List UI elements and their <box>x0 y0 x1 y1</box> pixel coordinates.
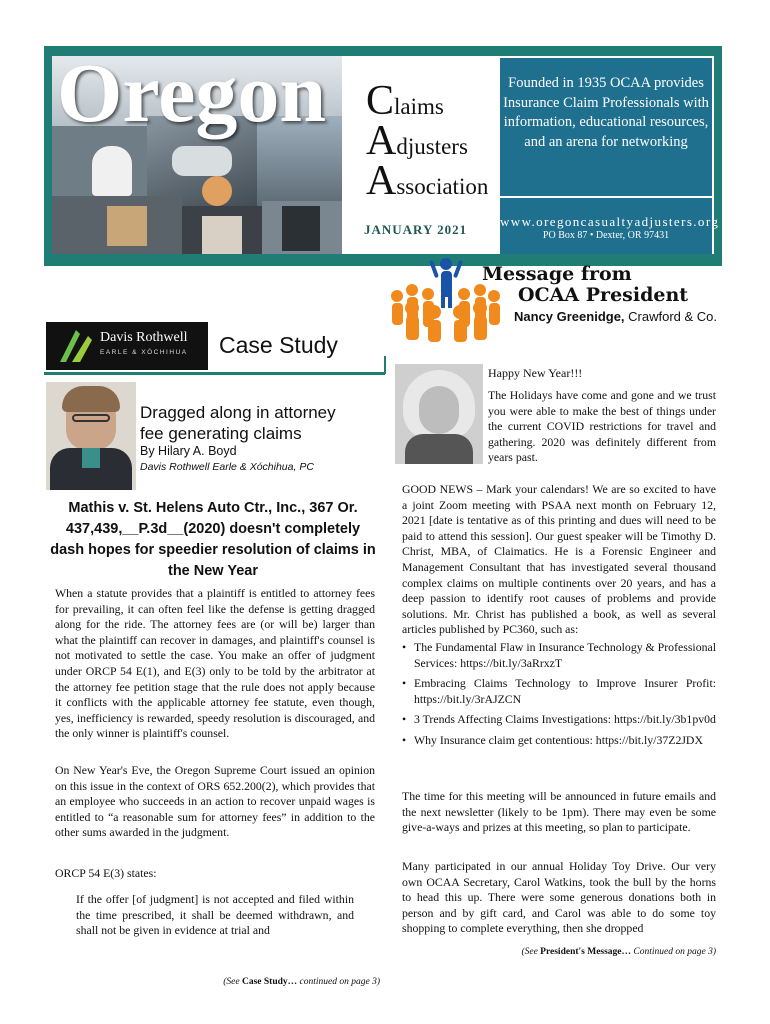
case-study-paragraph: On New Year's Eve, the Oregon Supreme Court issued an opinion on this issue in the context of ORS 652.200(2), which provides that an employee who succeeds in an action to recover unpaid wages is entitled to “a reasonable sum for attorney fees” in addition to the other sums awarded in the judgment. <box>55 763 375 840</box>
list-item: • The Fundamental Flaw in Insurance Technology & Professional Services: https://bit.ly/3aRrxzT <box>402 640 716 671</box>
article-headline: Dragged along in attorney fee generating claims <box>140 403 336 443</box>
website-link[interactable]: www.oregoncasualtyadjusters.org <box>500 214 720 229</box>
list-item: • Embracing Claims Technology to Improve Insurer Profit: https://bit.ly/3rAJZCN <box>402 676 716 707</box>
issue-date: JANUARY 2021 <box>364 222 468 237</box>
president-paragraph: GOOD NEWS – Mark your calendars! We are so excited to have a joint Zoom meeting with PSAA next month on February 12, 2021 [date is tentative as of this printing and dues will need to be paid to attend this session]. Our guest speaker will be Timothy D. Christ, MBA, of Claimatics. He is a Forensic Engineer and Management Consultant that has investigated several thousand complex claims on multiple continents over 20 years, and has a deep passion to identify root causes of problems and provide solutions. Mr. Christ has published a book, as well as several articles published by PC360, such as: <box>402 482 716 637</box>
article-byline: By Hilary A. Boyd <box>140 444 237 458</box>
case-study-continued-note: (See Case Study… continued on page 3) <box>223 977 380 987</box>
case-study-quote: If the offer [of judgment] is not accepted and filed within the time prescribed, it shall be deemed withdrawn, and shall not be given in evidence at trial and <box>76 892 354 938</box>
list-item: • Why Insurance claim get contentious: https://bit.ly/37Z2JDX <box>402 733 716 749</box>
author-photo <box>46 382 136 490</box>
president-byline: Nancy Greenidge, Crawford & Co. <box>514 309 718 324</box>
president-paragraph: Many participated in our annual Holiday Toy Drive. Our very own OCAA Secretary, Carol Watkins, took the bull by the horns to head this up. There were some generous donations both in person and by gift card, and Carol was able to do some toy shopping to complete everything, then she dropped <box>402 859 716 936</box>
org-name-line-3: Association <box>366 158 489 204</box>
logo-mark-icon <box>58 328 94 364</box>
org-name-line-1: Claims <box>366 78 444 124</box>
president-continued-note: (See President's Message… Continued on page 3) <box>521 947 716 957</box>
president-paragraph: The time for this meeting will be announced in future emails and the next newsletter (likely to be 1pm). There may even be some give-a-ways and prizes at this meeting, so plan to participate. <box>402 789 716 835</box>
davis-rothwell-logo <box>46 322 208 370</box>
case-study-paragraph: ORCP 54 E(3) states: <box>55 866 157 880</box>
section-divider <box>44 372 385 375</box>
article-firm: Davis Rothwell Earle & Xóchihua, PC <box>140 461 314 473</box>
section-divider-vertical <box>384 356 386 374</box>
case-study-paragraph: When a statute provides that a plaintiff is entitled to attorney fees for prevailing, it can often feel like the defense is getting dragged along for the ride. The attorney fees are (or will be) larger than what the plaintiff can recover in damages, and plaintiff's counsel is not motivated to settle the case. You make an offer of judgment under ORCP 54 E(1), and E(3) only to be told by the arbitrator at the attorney fee petition stage that the rule does not apply because it conflicts with the applicable attorney fee statute, even though, yes, inefficiency is rewarded, speedy resolution is discouraged, and the only winner is plaintiff's counsel. <box>55 586 375 741</box>
masthead-title: Oregon <box>57 47 327 140</box>
list-item: • 3 Trends Affecting Claims Investigations: https://bit.ly/3b1pv0d <box>402 712 716 728</box>
president-greeting: Happy New Year!!! <box>488 366 583 380</box>
contact-info-box <box>500 198 720 254</box>
org-name-line-2: Adjusters <box>366 118 468 164</box>
logo-subtext: EARLE & XÓCHIHUA <box>100 349 188 356</box>
president-heading: Message from OCAA President <box>482 263 689 306</box>
article-subhead: Mathis v. St. Helens Auto Ctr., Inc., 367 Or. 437,439,__P.3d__(2020) doesn't completely dash hopes for speedier resolution of claims in the New Year <box>50 500 376 579</box>
article-link-list <box>402 640 716 754</box>
logo-text: Davis Rothwell <box>100 330 188 345</box>
president-paragraph: The Holidays have come and gone and we trust you were able to make the best of things under the current COVID restrictions for travel and gathering. 2020 was definitely different from years past. <box>488 388 716 465</box>
president-photo <box>395 364 483 464</box>
case-study-title: Case Study <box>219 332 338 358</box>
mailing-address: PO Box 87 • Dexter, OR 97431 <box>542 230 670 241</box>
founded-info-box: Founded in 1935 OCAA provides Insurance Claim Professionals with information, educational resources, and an arena for networking <box>500 58 712 196</box>
